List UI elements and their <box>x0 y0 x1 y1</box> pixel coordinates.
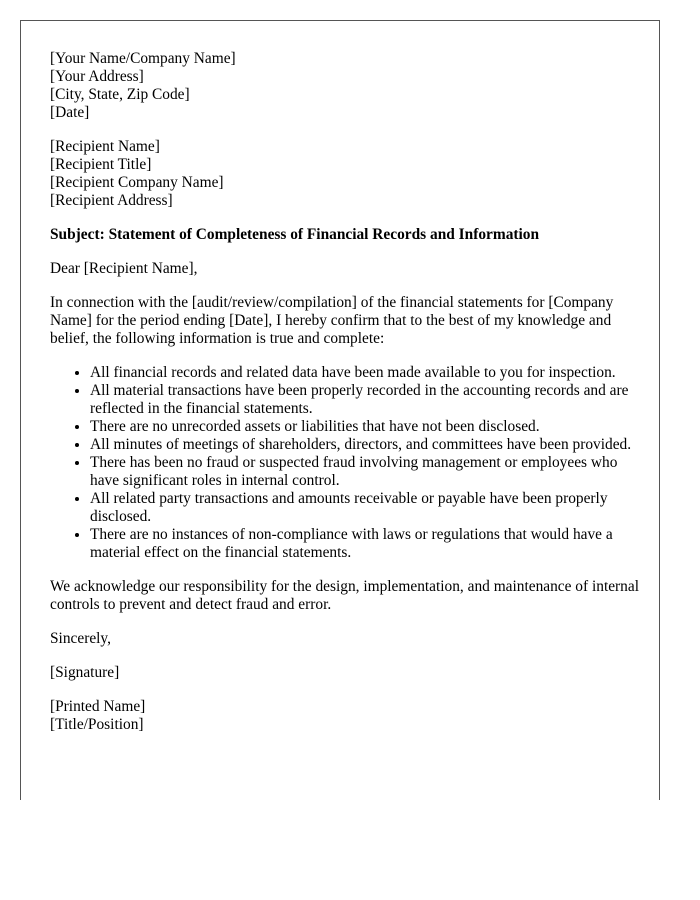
list-item: • All related party transactions and amounts receivable or payable have been properly disclosed. <box>90 490 646 526</box>
sender-name: [Your Name/Company Name] <box>50 50 236 67</box>
recipient-block <box>50 138 646 210</box>
list-item: • There has been no fraud or suspected fraud involving management or employees who have significant roles in internal control. <box>90 454 646 490</box>
sender-date: [Date] <box>50 104 90 121</box>
list-item: • All financial records and related data have been made available to you for inspection. <box>90 364 646 382</box>
recipient-name: [Recipient Name] <box>50 138 160 155</box>
signature-placeholder: [Signature] <box>50 664 120 681</box>
confirmation-list <box>50 364 646 562</box>
list-item: • There are no unrecorded assets or liabilities that have not been disclosed. <box>90 418 646 436</box>
title-position: [Title/Position] <box>50 716 144 733</box>
signer-block <box>50 698 646 734</box>
list-item: • All material transactions have been properly recorded in the accounting records and are reflected in the financial statements. <box>90 382 646 418</box>
list-item: • There are no instances of non-compliance with laws or regulations that would have a material effect on the financial statements. <box>90 526 646 562</box>
recipient-address: [Recipient Address] <box>50 192 173 209</box>
salutation: Dear [Recipient Name], <box>50 260 198 277</box>
recipient-title: [Recipient Title] <box>50 156 152 173</box>
closing: Sincerely, <box>50 630 111 647</box>
sender-address: [Your Address] <box>50 68 144 85</box>
list-item: • All minutes of meetings of shareholders, directors, and committees have been provided. <box>90 436 646 454</box>
sender-block <box>50 50 646 122</box>
subject-line: Subject: Statement of Completeness of Financial Records and Information <box>50 226 540 243</box>
printed-name: [Printed Name] <box>50 698 146 715</box>
recipient-company: [Recipient Company Name] <box>50 174 224 191</box>
letter-content <box>50 50 646 750</box>
intro-paragraph: In connection with the [audit/review/compilation] of the financial statements for [Company Name] for the period ending [Date], I hereby confirm that to the best of my knowledge and belief, the following information is true and complete: <box>50 294 614 347</box>
sender-city-state-zip: [City, State, Zip Code] <box>50 86 190 103</box>
letter-page <box>20 20 660 800</box>
acknowledgement-paragraph: We acknowledge our responsibility for the design, implementation, and maintenance of internal controls to prevent and detect fraud and error. <box>50 578 639 613</box>
